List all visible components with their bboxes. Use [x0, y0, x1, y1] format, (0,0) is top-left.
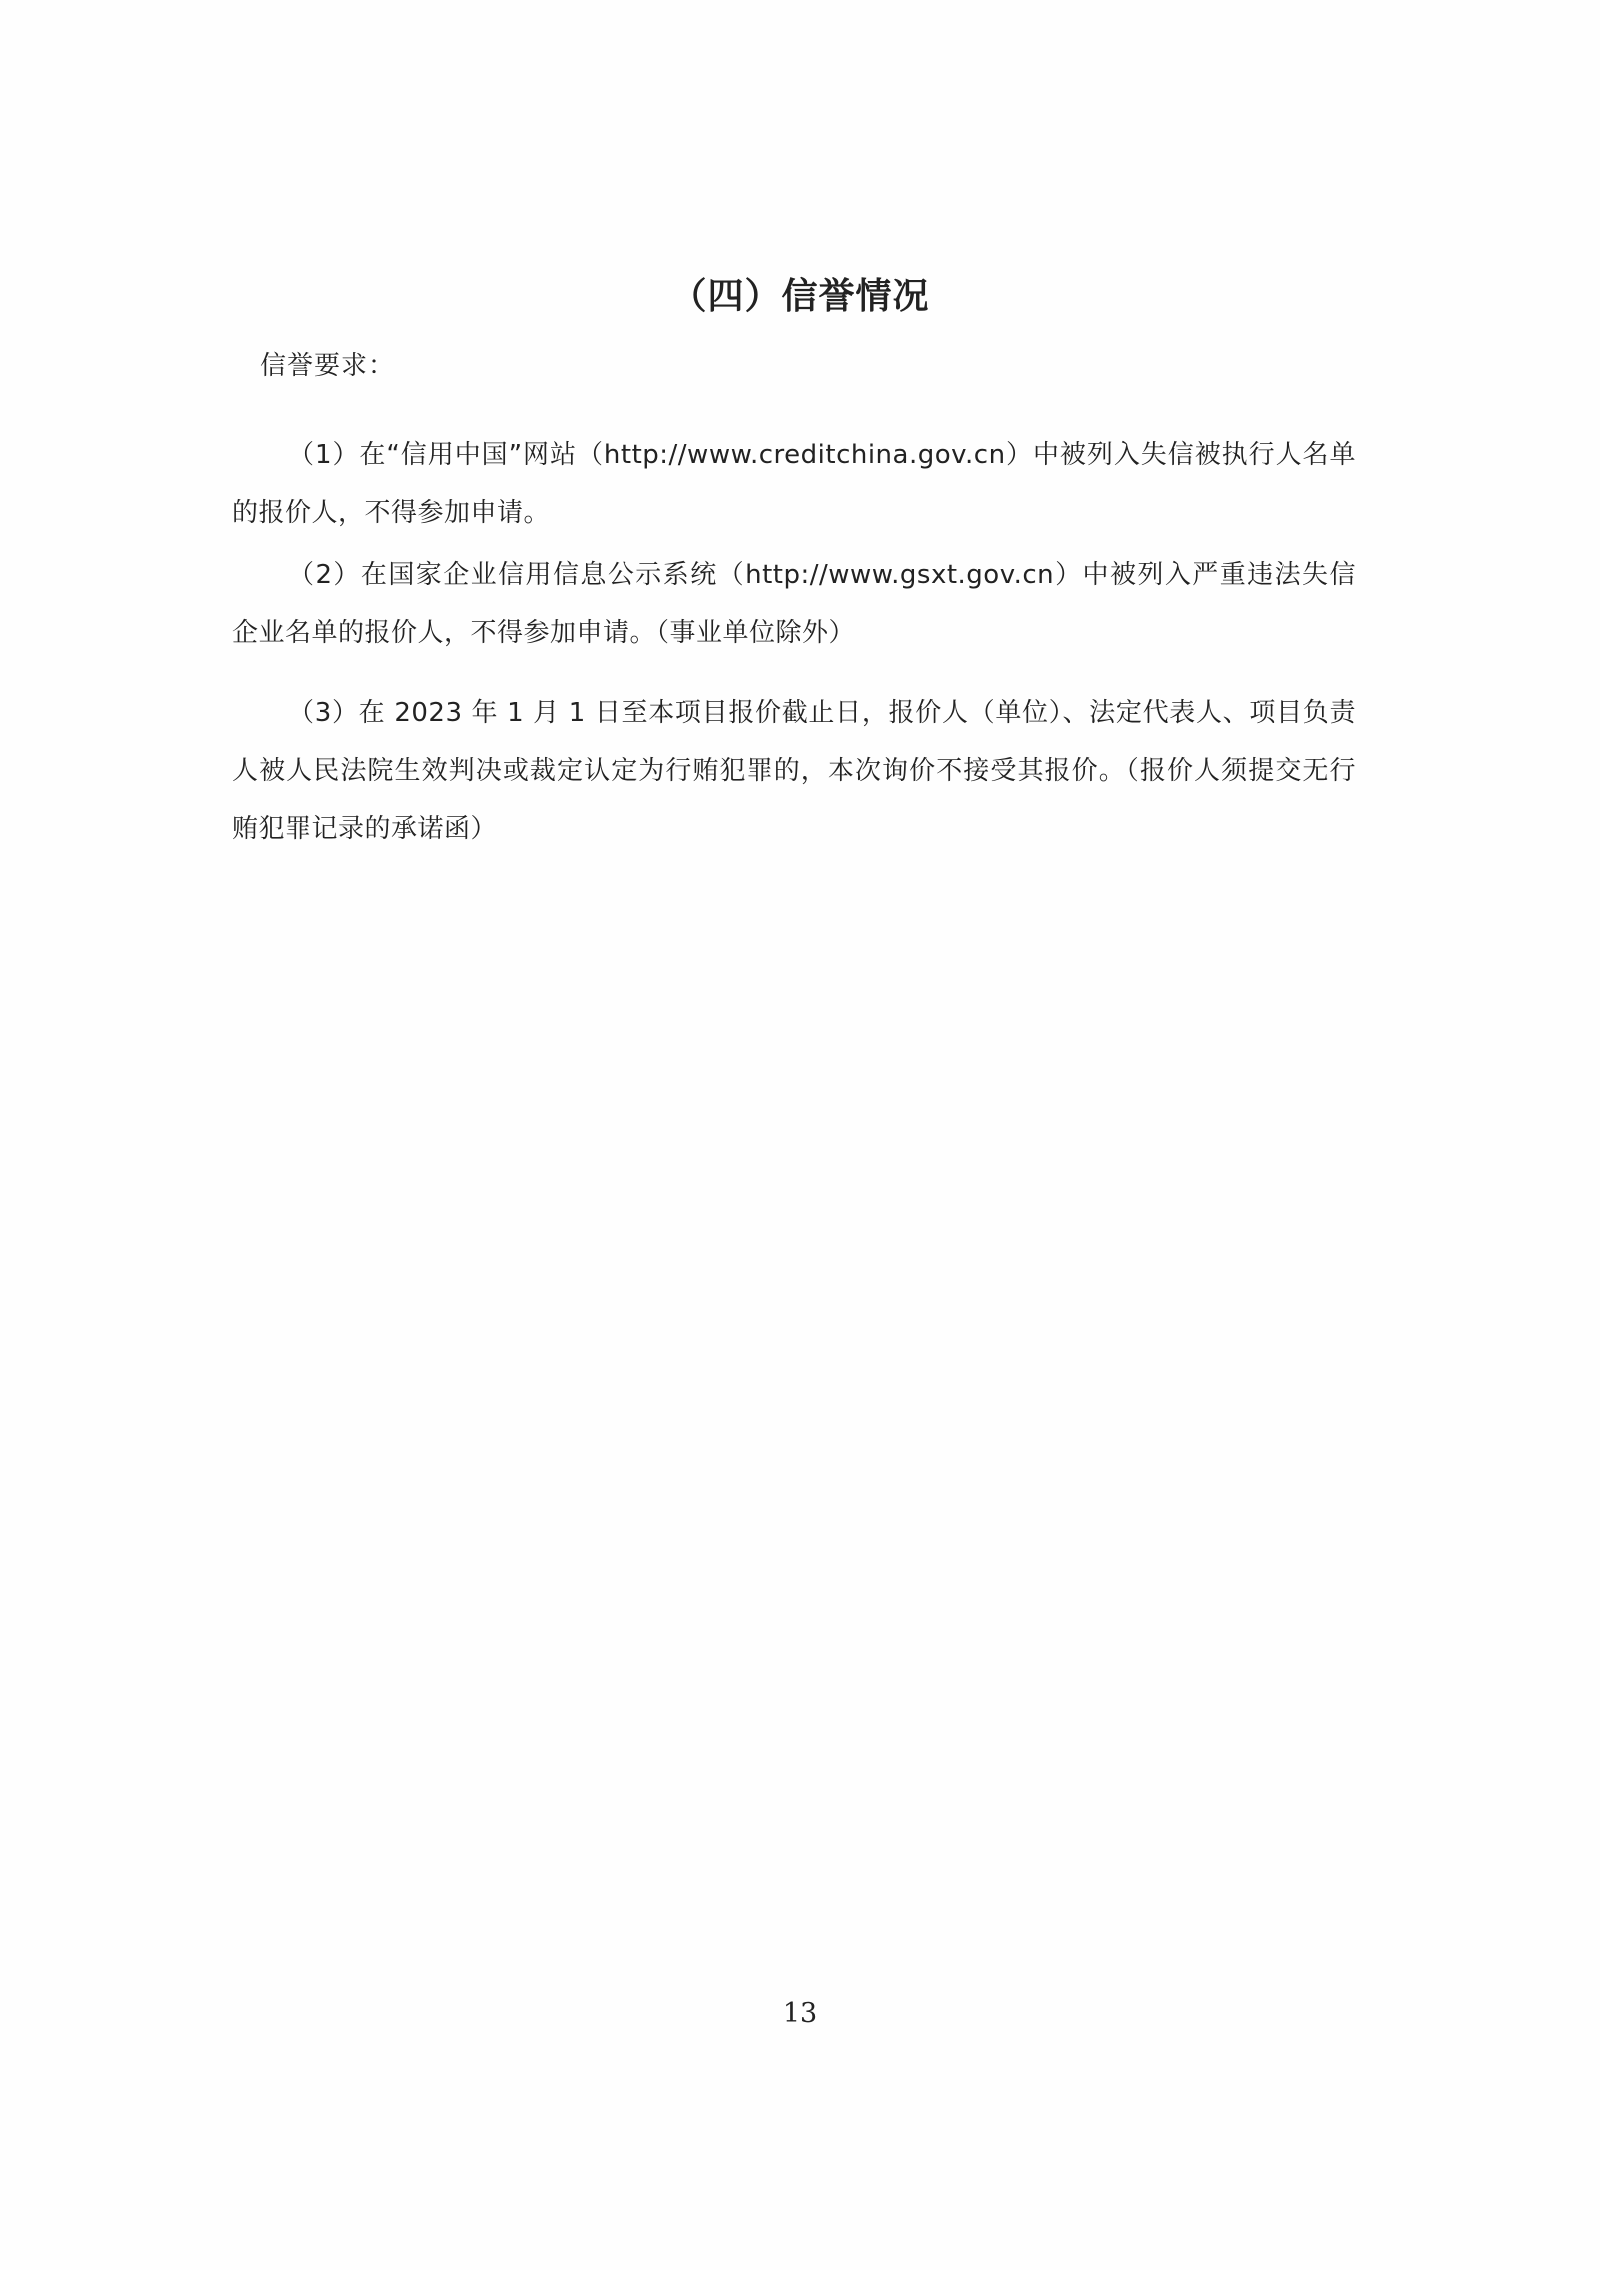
requirement-paragraph-3: （3）在 2023 年 1 月 1 日至本项目报价截止日，报价人（单位）、法定代表人、项目负责人被人民法院生效判决或裁定认定为行贿犯罪的，本次询价不接受其报价。（报价人须提交无行贿犯罪记录的承诺函） [232, 698, 1356, 844]
page-number: 13 [782, 1998, 818, 2029]
requirement-paragraph-1: （1）在“信用中国”网站（http://www.creditchina.gov.cn）中被列入失信被执行人名单的报价人，不得参加申请。 [232, 440, 1356, 528]
section-heading: （四）信誉情况 [670, 276, 930, 317]
requirement-paragraph-2: （2）在国家企业信用信息公示系统（http://www.gsxt.gov.cn）中被列入严重违法失信企业名单的报价人，不得参加申请。（事业单位除外） [232, 560, 1356, 648]
requirements-label: 信誉要求： [260, 351, 396, 381]
